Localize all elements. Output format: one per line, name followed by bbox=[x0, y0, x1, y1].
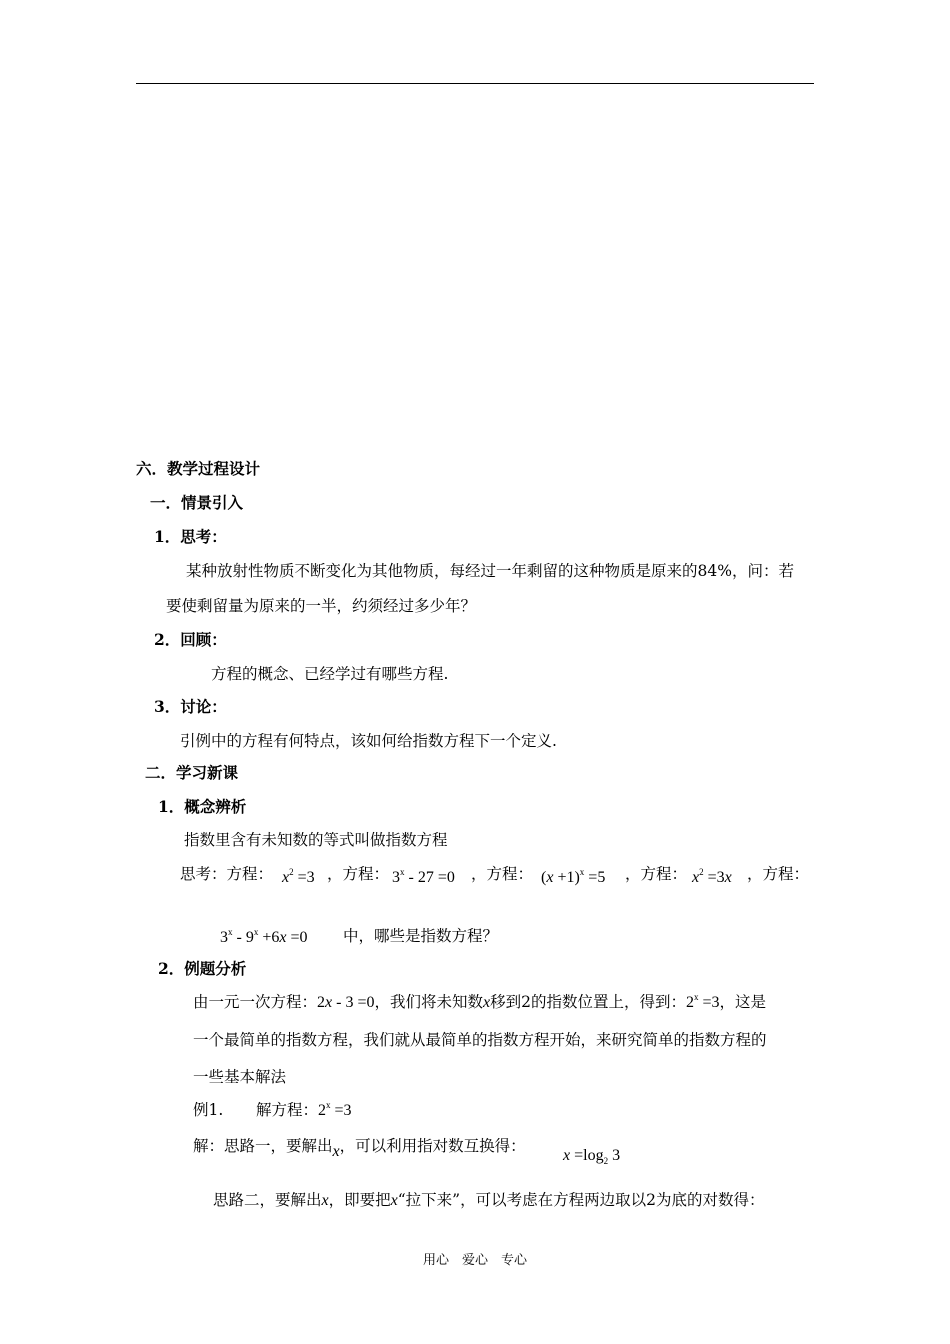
section-heading-6: 六．教学过程设计 bbox=[136, 459, 261, 478]
item-heading-examples: 2．例题分析 bbox=[158, 959, 247, 978]
example-label: 例1. bbox=[193, 1101, 224, 1119]
example-text: 解方程：$2^x =3$ bbox=[256, 1100, 352, 1119]
equation: $x^2 =3x$ bbox=[692, 867, 732, 886]
equation: $x =\log_2$ 3 bbox=[563, 1147, 621, 1166]
separator-text: ，方程： bbox=[747, 865, 810, 883]
item-heading-discuss: 3．讨论： bbox=[154, 697, 227, 716]
paragraph-line: 引例中的方程有何特点，该如何给指数方程下一个定义. bbox=[180, 732, 557, 750]
definition-text: 指数里含有未知数的等式叫做指数方程 bbox=[184, 831, 448, 849]
equation: $(x +1)^x =5$ bbox=[541, 867, 606, 886]
subsection-heading-intro: 一．情景引入 bbox=[150, 493, 244, 512]
separator-text: ，方程： bbox=[471, 865, 534, 883]
header-rule bbox=[136, 83, 814, 84]
equation: $3^x - 9^x +6x =0$ bbox=[220, 927, 308, 946]
item-heading-concept: 1．概念辨析 bbox=[158, 797, 247, 816]
item-heading-review: 2．回顾： bbox=[154, 630, 227, 649]
think-label: 思考：方程： bbox=[180, 865, 274, 883]
paragraph-line: 一些基本解法 bbox=[193, 1068, 287, 1086]
paragraph-line: 思路二，要解出x，即要把x“拉下来”，可以考虑在方程两边取以2为底的对数得： bbox=[213, 1191, 765, 1209]
separator-text: ，方程： bbox=[327, 865, 390, 883]
solution-text: 解：思路一，要解出x，可以利用指对数互换得： bbox=[193, 1137, 526, 1160]
equation: $x^2 =3$ bbox=[282, 867, 315, 886]
paragraph-line: 要使剩留量为原来的一半，约须经过多少年？ bbox=[166, 597, 477, 615]
paragraph-line: 由一元一次方程：2x - 3 =0，我们将未知数x移到2的指数位置上，得到：$2^x =3$，这是 bbox=[193, 992, 767, 1011]
separator-text: ，方程： bbox=[625, 865, 688, 883]
item-heading-think: 1．思考： bbox=[154, 527, 227, 546]
page-footer: 用心 爱心 专心 bbox=[422, 1253, 527, 1268]
subsection-heading-new: 二．学习新课 bbox=[145, 763, 239, 782]
question-text: 中，哪些是指数方程？ bbox=[343, 927, 499, 945]
paragraph-line: 一个最简单的指数方程，我们就从最简单的指数方程开始，来研究简单的指数方程的 bbox=[193, 1031, 767, 1049]
paragraph-line: 方程的概念、已经学过有哪些方程. bbox=[211, 665, 449, 683]
paragraph-line: 某种放射性物质不断变化为其他物质，每经过一年剩留的这种物质是原来的84%，问：若 bbox=[186, 562, 794, 580]
equation: 3$^x$ - 27 =0 bbox=[392, 867, 455, 886]
